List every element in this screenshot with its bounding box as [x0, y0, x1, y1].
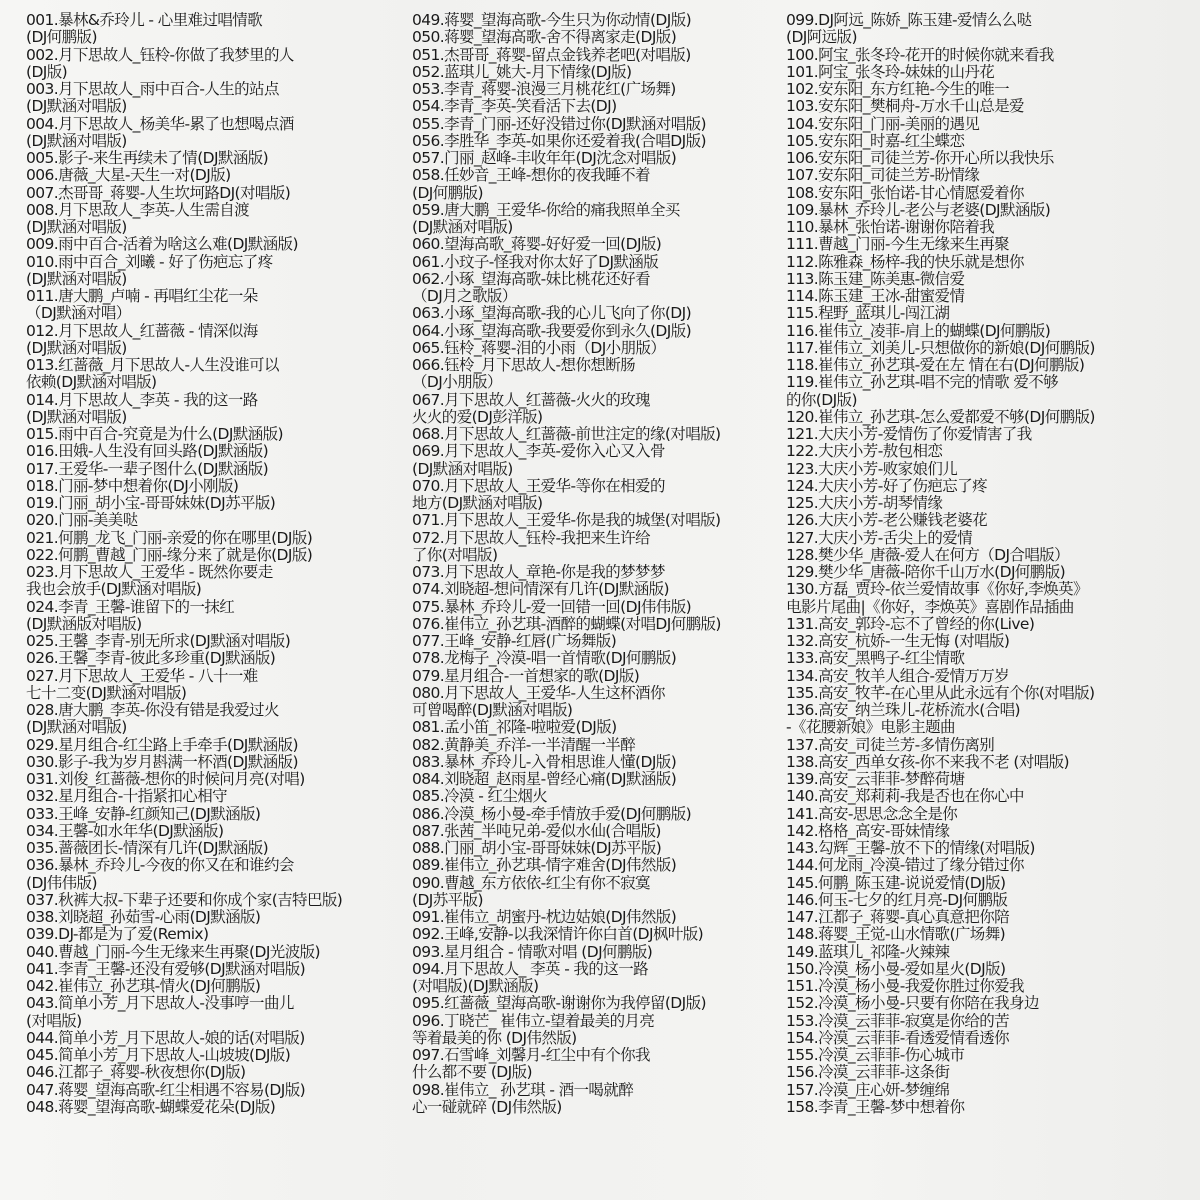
track-line: 090.曹越_东方依依-红尘有你不寂寞 — [412, 874, 650, 892]
track-line: 087.张茜_半吨兄弟-爱似水仙(合唱版) — [412, 822, 661, 840]
track-line: 128.樊少华_唐薇-爱人在何方（DJ合唱版） — [786, 546, 1070, 564]
track-line: 083.暴林_乔玲儿-入骨相思谁人懂(DJ版) — [412, 753, 677, 771]
track-line: 116.崔伟立_凌菲-肩上的蝴蝶(DJ何鹏版) — [786, 322, 1051, 340]
track-line: 040.曹越_门丽-今生无缘来生再聚(DJ光波版) — [26, 943, 320, 961]
track-line: 109.暴林_乔玲儿-老公与老婆(DJ默涵版) — [786, 201, 1051, 219]
track-line: 134.高安_牧羊人组合-爱情万万岁 — [786, 667, 1010, 685]
track-line: 081.孟小笛_祁隆-啦啦爱(DJ版) — [412, 719, 617, 737]
track-line: 075.暴林_乔玲儿-爱一回错一回(DJ伟伟版) — [412, 598, 692, 616]
track-line: 039.DJ-都是为了爱(Remix) — [26, 926, 209, 944]
track-line: 什么都不要 (DJ版) — [412, 1064, 532, 1082]
track-line: 020.门丽-美美哒 — [26, 512, 138, 530]
track-line: 049.蒋婴_望海高歌-今生只为你动情(DJ版) — [412, 12, 692, 29]
track-line: 071.月下思故人_王爱华-你是我的城堡(对唱版) — [412, 512, 721, 530]
track-line: 145.何鹏_陈玉建-说说爱情(DJ版) — [786, 874, 1006, 892]
track-line: 120.崔伟立_孙艺琪-怎么爱都爱不够(DJ何鹏版) — [786, 408, 1095, 426]
track-line: 085.冷漠 - 红尘烟火 — [412, 788, 548, 806]
track-line: 092.王峰,安静-以我深情许你白首(DJ枫叶版) — [412, 926, 704, 944]
track-line: 096.丁晓芒_ 崔伟立-望着最美的月亮 — [412, 1012, 655, 1030]
track-line: 005.影子-来生再续未了情(DJ默涵版) — [26, 150, 269, 167]
track-line: 058.任妙音_王峰-想你的夜我睡不着 — [412, 167, 650, 185]
track-line: 125.大庆小芳-胡琴情缘 — [786, 495, 943, 512]
track-line: 火火的爱(DJ彭洋版) — [412, 408, 543, 426]
track-line: 057.门丽_赵峰-丰收年年(DJ沈念对唱版) — [412, 150, 677, 167]
track-line: 140.高安_郑莉莉-我是否也在你心中 — [786, 788, 1024, 806]
track-line: 148.蒋婴_王觉-山水情歌(广场舞) — [786, 926, 1006, 944]
track-line: 079.星月组合-一首想家的歌(DJ版) — [412, 667, 640, 685]
track-line: 113.陈玉建_陈美惠-微信爱 — [786, 270, 965, 288]
track-line: 141.高安-思思念念全是你 — [786, 805, 958, 823]
track-line: 心一碰就碎 (DJ伟然版) — [412, 1098, 562, 1116]
track-line: -《花腰新娘》电影主题曲 — [786, 719, 955, 737]
track-line: 143.勾辉_王馨-放不下的情缘(对唱版) — [786, 840, 1035, 857]
track-line: 028.唐大鹏_李英-你没有错是我爱过火 — [26, 702, 279, 719]
track-line: 098.崔伟立_ 孙艺琪 - 酒一喝就醉 — [412, 1081, 634, 1099]
track-line: (DJ何鹏版) — [412, 184, 483, 202]
track-line: 102.安东阳_东方红艳-今生的唯一 — [786, 81, 1010, 98]
track-line: 011.唐大鹏_卢喃 - 再唱红尘花一朵 — [26, 288, 258, 305]
track-line: 095.红蔷薇_望海高歌-谢谢你为我停留(DJ版) — [412, 995, 706, 1013]
track-line: 105.安东阳_时嘉-红尘蝶恋 — [786, 132, 965, 150]
track-line: 123.大庆小芳-败家娘们儿 — [786, 460, 958, 478]
track-line: 019.门丽_胡小宝-哥哥妹妹(DJ苏平版) — [26, 495, 276, 512]
track-line: 146.何玉-七夕的红月亮-DJ何鹏版 — [786, 891, 1008, 909]
track-line: (DJ版) — [26, 63, 68, 81]
track-column-3 — [786, 12, 1180, 1116]
track-line: 048.蒋婴_望海高歌-蝴蝶爱花朵(DJ版) — [26, 1098, 276, 1116]
track-line: 067.月下思故人_红蔷薇-火火的玫瑰 — [412, 391, 650, 409]
track-line: 001.暴林&乔玲儿 - 心里难过唱情歌 — [26, 12, 263, 29]
track-line: (DJ默涵对唱版) — [26, 719, 127, 737]
track-column-1 — [26, 12, 406, 1116]
track-line: 158.李青_王馨-梦中想着你 — [786, 1098, 965, 1116]
track-line: 100.阿宝_张冬玲-花开的时候你就来看我 — [786, 46, 1054, 64]
track-line: 等着最美的你 (DJ伟然版) — [412, 1029, 577, 1047]
track-line: 139.高安_云菲菲-梦醉荷塘 — [786, 771, 965, 788]
track-line: 108.安东阳_张怡诺-甘心情愿爱着你 — [786, 184, 1024, 202]
track-line: 151.冷漠_杨小曼-我爱你胜过你爱我 — [786, 978, 1024, 995]
track-line: 025.王馨_李青-别无所求(DJ默涵对唱版) — [26, 633, 291, 650]
track-line: 154.冷漠_云菲菲-看透爱情看透你 — [786, 1029, 1010, 1047]
track-line: 097.石雪峰_刘馨月-红尘中有个你我 — [412, 1047, 650, 1064]
track-line: 059.唐大鹏_王爱华-你给的痛我照单全买 — [412, 201, 680, 219]
track-line: 013.红蔷薇_月下思故人-人生没谁可以 — [26, 357, 279, 374]
track-line: 127.大庆小芳-舌尖上的爱情 — [786, 529, 973, 547]
track-line: 150.冷漠_杨小曼-爱如星火(DJ版) — [786, 960, 1006, 978]
track-line: 063.小琢_望海高歌-我的心儿飞向了你(DJ) — [412, 305, 692, 323]
track-line: 131.高安_郭玲-忘不了曾经的你(Live) — [786, 615, 1035, 633]
track-line: 我也会放手(DJ默涵对唱版) — [26, 581, 202, 599]
track-line: 026.王馨_李青-彼此多珍重(DJ默涵版) — [26, 650, 276, 668]
track-line: 038.刘晓超_孙茹雪-心雨(DJ默涵版) — [26, 909, 261, 926]
track-line: 072.月下思故人_钰柃-我把来生许给 — [412, 529, 650, 547]
track-line: 015.雨中百合-究竟是为什么(DJ默涵版) — [26, 426, 284, 443]
track-line: 047.蒋婴_望海高歌-红尘相遇不容易(DJ版) — [26, 1081, 306, 1099]
track-line: 056.李胜华_李英-如果你还爱着我(合唱DJ版) — [412, 132, 706, 150]
track-line: 093.星月组合 - 情歌对唱 (DJ何鹏版) — [412, 943, 653, 961]
track-line: 024.李青_王馨-谁留下的一抹红 — [26, 598, 235, 616]
track-line: 091.崔伟立_胡蜜丹-枕边姑娘(DJ伟然版) — [412, 909, 677, 926]
track-line: 126.大庆小芳-老公赚钱老婆花 — [786, 512, 988, 530]
track-line: 035.蔷薇团长-情深有几许(DJ默涵版) — [26, 840, 269, 857]
track-line: 了你(对唱版) — [412, 546, 498, 564]
track-line: 152.冷漠_杨小曼-只要有你陪在我身边 — [786, 995, 1039, 1013]
track-line: 147.江都子_蒋婴-真心真意把你陪 — [786, 909, 1010, 926]
track-line: 065.钰柃_蒋婴-泪的小雨（DJ小朋版） — [412, 339, 666, 357]
track-line: (DJ默涵对唱版) — [26, 132, 127, 150]
track-line: 依赖(DJ默涵对唱版) — [26, 374, 157, 392]
track-line: 117.崔伟立_刘美儿-只想做你的新娘(DJ何鹏版) — [786, 339, 1095, 357]
track-line: 119.崔伟立_孙艺琪-唱不完的情歌 爱不够 — [786, 374, 1059, 392]
track-line: 133.高安_黑鸭子-红尘情歌 — [786, 650, 965, 668]
track-line: 135.高安_牧芊-在心里从此永远有个你(对唱版) — [786, 684, 1095, 702]
track-line: 034.王馨-如水年华(DJ默涵版) — [26, 822, 224, 840]
track-line: 156.冷漠_云菲菲-这条街 — [786, 1064, 950, 1082]
track-line: 080.月下思故人_王爱华-人生这杯酒你 — [412, 684, 665, 702]
track-line: 114.陈玉建_王冰-甜蜜爱情 — [786, 288, 965, 305]
track-line: 082.黄静美_乔洋-一半清醒一半醉 — [412, 736, 636, 754]
track-line: 053.李青_蒋婴-浪漫三月桃花红(广场舞) — [412, 81, 676, 98]
track-line: 022.何鹏_曹越_门丽-缘分来了就是你(DJ版) — [26, 546, 313, 564]
track-line: 012.月下思故人_红蔷薇 - 情深似海 — [26, 322, 258, 340]
track-line: 130.方磊_贾玲-依兰爱情故事《你好,李焕英》 — [786, 581, 1088, 599]
track-line: 132.高安_杭娇-一生无悔 (对唱版) — [786, 633, 1010, 650]
track-line: 074.刘晓超-想问情深有几许(DJ默涵版) — [412, 581, 670, 599]
track-line: (对唱版) — [26, 1012, 82, 1030]
track-line: (DJ何鹏版) — [26, 29, 97, 47]
track-line: 115.程野_蓝琪儿-闯江湖 — [786, 305, 950, 323]
track-line: 060.望海高歌_蒋婴-好好爱一回(DJ版) — [412, 236, 662, 254]
track-line: 042.崔伟立_孙艺琪-情火(DJ何鹏版) — [26, 978, 261, 995]
track-line: 的你(DJ版) — [786, 391, 857, 409]
track-line: 009.雨中百合-活着为啥这么难(DJ默涵版) — [26, 236, 298, 254]
track-line: 077.王峰_安静-红唇(广场舞版) — [412, 633, 617, 650]
track-line: 064.小琢_望海高歌-我要爱你到永久(DJ版) — [412, 322, 692, 340]
track-line: 066.钰柃_月下思故人-想你想断肠 — [412, 357, 636, 374]
track-line: 142.格格_高安-哥妹情缘 — [786, 822, 950, 840]
track-line: 031.刘俊_红蔷薇-想你的时候问月亮(对唱) — [26, 771, 305, 788]
track-line: 084.刘晓超_赵雨星-曾经心痛(DJ默涵版) — [412, 771, 677, 788]
track-line: 027.月下思故人_王爱华 - 八十一难 — [26, 667, 258, 685]
track-line: 043.简单小芳_月下思故人-没事哼一曲儿 — [26, 995, 294, 1013]
track-line: 008.月下思故人_李英-人生需自渡 — [26, 201, 250, 219]
track-line: 101.阿宝_张冬玲-妹妹的山丹花 — [786, 63, 995, 81]
track-line: 144.何龙雨_冷漠-错过了缘分错过你 — [786, 857, 1024, 875]
track-line: 121.大庆小芳-爱情伤了你爱情害了我 — [786, 426, 1032, 443]
track-line: 023.月下思故人_王爱华 - 既然你要走 — [26, 564, 273, 581]
track-line: 088.门丽_胡小宝-哥哥妹妹(DJ苏平版) — [412, 840, 662, 857]
track-line: 051.杰哥哥_蒋婴-留点金钱养老吧(对唱版) — [412, 46, 691, 64]
track-line: 050.蒋婴_望海高歌-舍不得离家走(DJ版) — [412, 29, 677, 47]
track-line: 149.蓝琪儿_祁隆-火辣辣 — [786, 943, 950, 961]
track-line: （DJ月之歌版） — [412, 288, 517, 305]
track-line: (DJ默涵版对唱版) — [26, 615, 142, 633]
track-line: 033.王峰_安静-红颜知己(DJ默涵版) — [26, 805, 261, 823]
track-line: 112.陈雅森_杨梓-我的快乐就是想你 — [786, 253, 1024, 271]
track-line: 046.江都子_蒋婴-秋夜想你(DJ版) — [26, 1064, 246, 1082]
track-line: 052.蓝琪儿_姚大-月下情缘(DJ版) — [412, 63, 632, 81]
track-line: 021.何鹏_龙飞_门丽-亲爱的你在哪里(DJ版) — [26, 529, 313, 547]
track-line: 106.安东阳_司徒兰芳-你开心所以我快乐 — [786, 150, 1054, 167]
track-line: (DJ默涵对唱版) — [26, 408, 127, 426]
track-column-2 — [412, 12, 788, 1116]
track-line: (DJ默涵对唱版) — [26, 219, 127, 236]
track-line: 037.秋裤大叔-下辈子还要和你成个家(吉特巴版) — [26, 891, 343, 909]
track-line: 124.大庆小芳-好了伤疤忘了疼 — [786, 477, 988, 495]
track-line: (DJ默涵对唱版) — [412, 460, 513, 478]
track-line: 041.李青_王馨-还没有爱够(DJ默涵对唱版) — [26, 960, 306, 978]
track-line: 003.月下思故人_雨中百合-人生的站点 — [26, 81, 279, 98]
track-line: 089.崔伟立_孙艺琪-情字难舍(DJ伟然版) — [412, 857, 677, 875]
track-line: 068.月下思故人_红蔷薇-前世注定的缘(对唱版) — [412, 426, 721, 443]
track-line: 069.月下思故人_李英-爱你入心又入骨 — [412, 443, 665, 461]
track-line: 086.冷漠_杨小曼-牵手情放手爱(DJ何鹏版) — [412, 805, 692, 823]
track-line: 036.暴林_乔玲儿-今夜的你又在和谁约会 — [26, 857, 294, 875]
track-line: 007.杰哥哥_蒋婴-人生坎坷路DJ(对唱版) — [26, 184, 291, 202]
track-line: (DJ默涵对唱版) — [26, 339, 127, 357]
track-line: (DJ默涵对唱版) — [412, 219, 513, 236]
track-line: （DJ小朋版） — [412, 374, 502, 392]
track-line: 044.简单小芳_月下思故人-娘的话(对唱版) — [26, 1029, 305, 1047]
track-line: 002.月下思故人_钰柃-你做了我梦里的人 — [26, 46, 294, 64]
track-line: (DJ伟伟版) — [26, 874, 97, 892]
track-line: 010.雨中百合_刘曦 - 好了伤疤忘了疼 — [26, 253, 273, 271]
track-line: 地方(DJ默涵对唱版) — [412, 495, 543, 512]
track-line: (DJ默涵对唱版) — [26, 270, 127, 288]
track-line: 070.月下思故人_王爱华-等你在相爱的 — [412, 477, 665, 495]
track-line: 103.安东阳_樊桐舟-万水千山总是爱 — [786, 98, 1024, 116]
track-line: 030.影子-我为岁月斟满一杯酒(DJ默涵版) — [26, 753, 298, 771]
track-line: 055.李青_门丽-还好没错过你(DJ默涵对唱版) — [412, 115, 706, 133]
track-line: 016.田娥-人生没有回头路(DJ默涵版) — [26, 443, 269, 461]
track-line: 099.DJ阿远_陈娇_陈玉建-爱情么么哒 — [786, 12, 1032, 29]
track-line: 七十二变(DJ默涵对唱版) — [26, 684, 187, 702]
track-line: (DJ默涵对唱版) — [26, 98, 127, 116]
track-line: 004.月下思故人_杨美华-累了也想喝点酒 — [26, 115, 294, 133]
track-line: 157.冷漠_庄心妍-梦缠绵 — [786, 1081, 950, 1099]
track-line: 073.月下思故人_章艳-你是我的梦梦梦 — [412, 564, 665, 581]
track-line: 014.月下思故人_李英 - 我的这一路 — [26, 391, 258, 409]
track-line: 078.龙梅子_冷漠-唱一首情歌(DJ何鹏版) — [412, 650, 677, 668]
track-line: (DJ阿远版) — [786, 29, 857, 47]
track-line: 129.樊少华_唐薇-陪你千山万水(DJ何鹏版) — [786, 564, 1066, 581]
track-line: 118.崔伟立_孙艺琪-爱在左 情在右(DJ何鹏版) — [786, 357, 1085, 374]
track-line: 006.唐薇_大星-天生一对(DJ版) — [26, 167, 231, 185]
track-line: 104.安东阳_门丽-美丽的遇见 — [786, 115, 980, 133]
track-line: (对唱版)(DJ默涵版) — [412, 978, 539, 995]
track-line: （DJ默涵对唱） — [26, 305, 131, 323]
track-line: 045.简单小芳_月下思故人-山坡坡(DJ版) — [26, 1047, 291, 1064]
track-line: 076.崔伟立_孙艺琪-酒醉的蝴蝶(对唱DJ何鹏版) — [412, 615, 721, 633]
track-line: 138.高安_西单女孩-你不来我不老 (对唱版) — [786, 753, 1069, 771]
track-line: 054.李青_李英-笑看活下去(DJ) — [412, 98, 617, 116]
track-line: 155.冷漠_云菲菲-伤心城市 — [786, 1047, 965, 1064]
track-line: 电影片尾曲|《你好，李焕英》喜剧作品插曲 — [786, 598, 1074, 616]
track-line: 062.小琢_望海高歌-妹比桃花还好看 — [412, 270, 650, 288]
track-line: 061.小玟子-怪我对你太好了DJ默涵版 — [412, 253, 659, 271]
track-line: 153.冷漠_云菲菲-寂寞是你给的苦 — [786, 1012, 1010, 1030]
track-line: 136.高安_纳兰珠儿-花桥流水(合唱) — [786, 702, 1020, 719]
track-line: 137.高安_司徒兰芳-多情伤离别 — [786, 736, 995, 754]
track-line: 018.门丽-梦中想着你(DJ小刚版) — [26, 477, 239, 495]
track-line: 110.暴林_张怡诺-谢谢你陪着我 — [786, 219, 995, 236]
track-line: 122.大庆小芳-敖包相恋 — [786, 443, 943, 461]
track-line: 111.曹越_门丽-今生无缘来生再聚 — [786, 236, 1010, 254]
track-line: 017.王爱华-一辈子图什么(DJ默涵版) — [26, 460, 269, 478]
track-line: 029.星月组合-红尘路上手牵手(DJ默涵版) — [26, 736, 298, 754]
track-line: (DJ苏平版) — [412, 891, 483, 909]
track-line: 032.星月组合-十指紧扣心相守 — [26, 788, 228, 806]
track-line: 107.安东阳_司徒兰芳-盼情缘 — [786, 167, 980, 185]
track-line: 可曾喝醉(DJ默涵对唱版) — [412, 702, 573, 719]
track-line: 094.月下思故人_ 李英 - 我的这一路 — [412, 960, 649, 978]
